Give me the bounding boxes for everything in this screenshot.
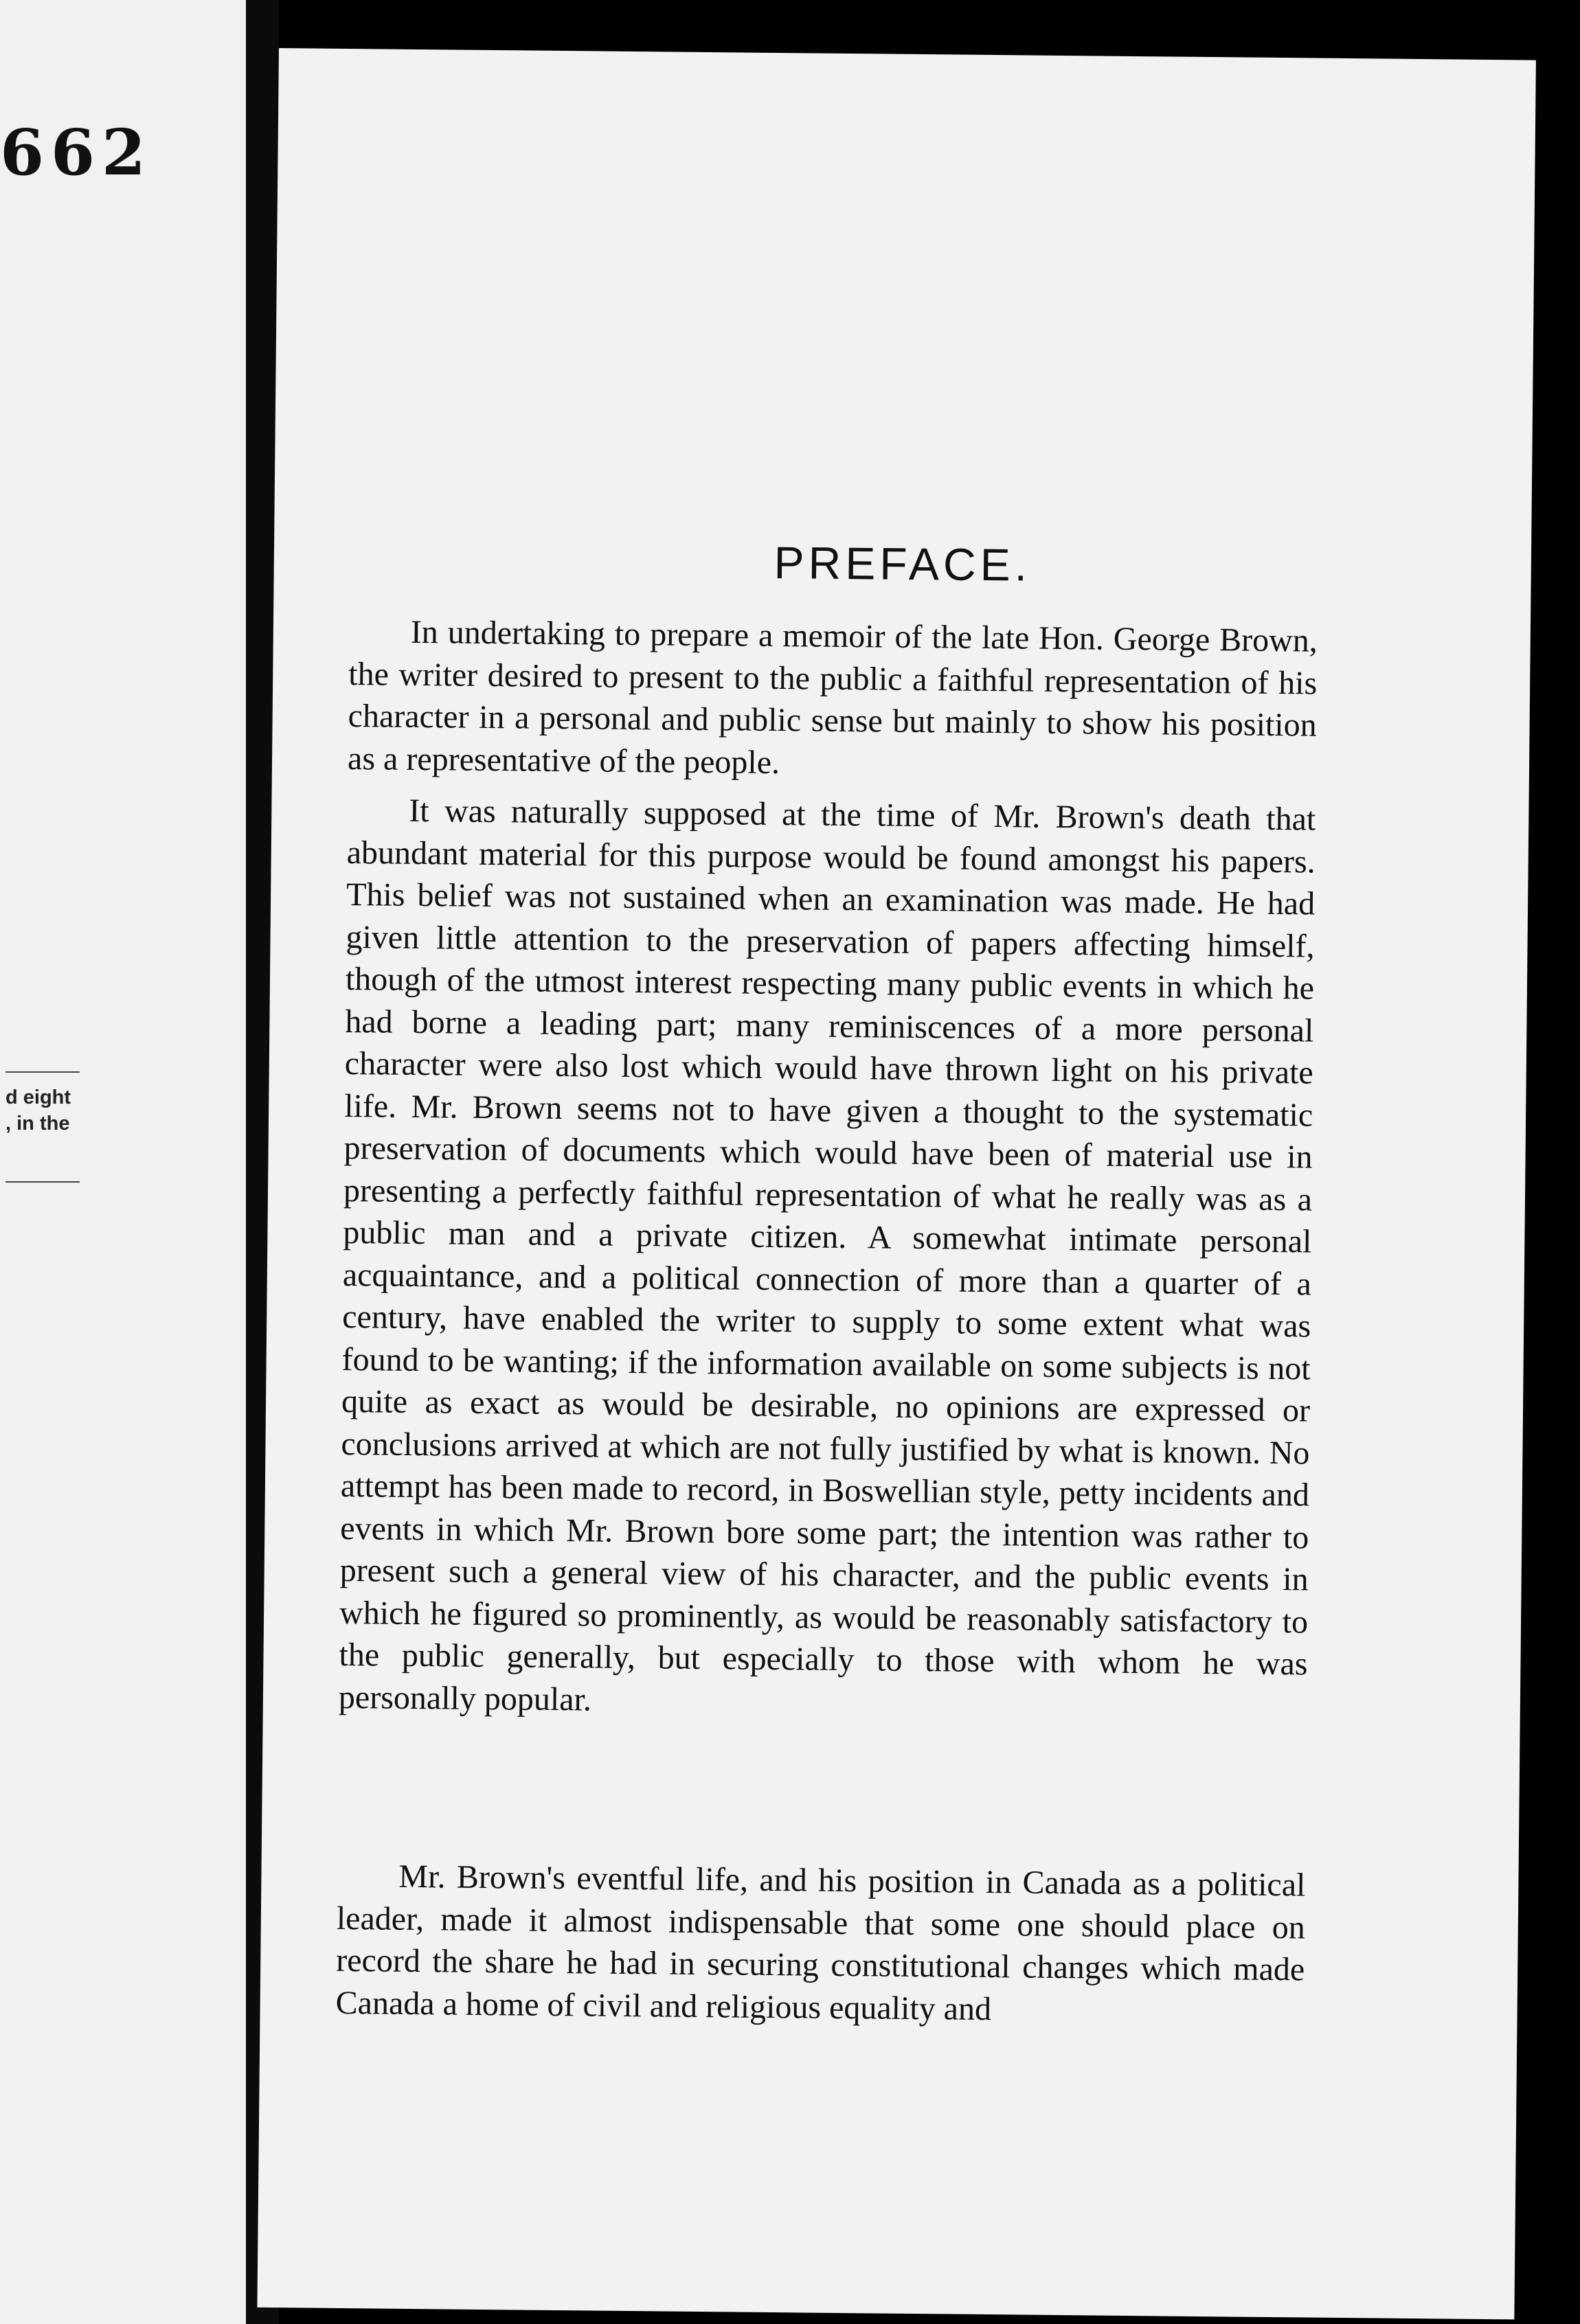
page-number: 662	[0, 115, 153, 190]
rule-top	[5, 1071, 80, 1073]
rule-bottom	[5, 1181, 80, 1183]
left-page	[0, 0, 246, 2324]
page-title: PREFACE.	[774, 536, 1032, 591]
right-page	[257, 48, 1535, 2319]
paragraph-3-text: Mr. Brown's eventful life, and his position in Canada as a political leader, made it almost indispensable that some one should place on record the share he had in securing constitutional changes which made Canada a home of civil and religious equality and	[335, 1858, 1306, 2027]
paragraph-1-text: In undertaking to prepare a memoir of the late Hon. George Brown, the writer desired to present to the public a faithful representation of his character in a personal and public sense but mainly to show his position as a representative of the people.	[347, 613, 1318, 781]
paragraph-1	[348, 611, 1318, 789]
paragraph-2-text: It was naturally supposed at the time of Mr. Brown's death that abundant material for this purpose would be found amongst his papers. This belief was not sustained when an examination was made. He had given little attention to the preservation of papers affecting himself, though of the utmost interest respecting many public events in which he had borne a leading part; many reminiscences of a more personal character were also lost which would have thrown light on his private life. Mr. Brown seems not to have given a thought to the systematic preservation of documents which would have been of material use in presenting a perfectly faithful representation of what he really was as a public man and a private citizen. A somewhat intimate personal acquaintance, and a political connection of more than a quarter of a century, have enabled the writer to supply to some extent what was found to be wanting; if the information available on some subjects is not quite as exact as would be desirable, no opinions are expressed or conclusions arrived at which are not fully justified by what is known. No attempt has been made to record, in Boswellian style, petty incidents and events in which Mr. Brown bore some part; the intention was rather to present such a general view of his character, and the public events in which he figured so prominently, as would be reasonably satisfactory to the public generally, but especially to those with whom he was personally popular.	[338, 792, 1316, 1718]
paragraph-3	[335, 1855, 1305, 2034]
text-fragment-1: d eight	[5, 1086, 71, 1108]
paragraph-2	[339, 789, 1316, 1727]
text-fragment-2: , in the	[5, 1113, 70, 1135]
